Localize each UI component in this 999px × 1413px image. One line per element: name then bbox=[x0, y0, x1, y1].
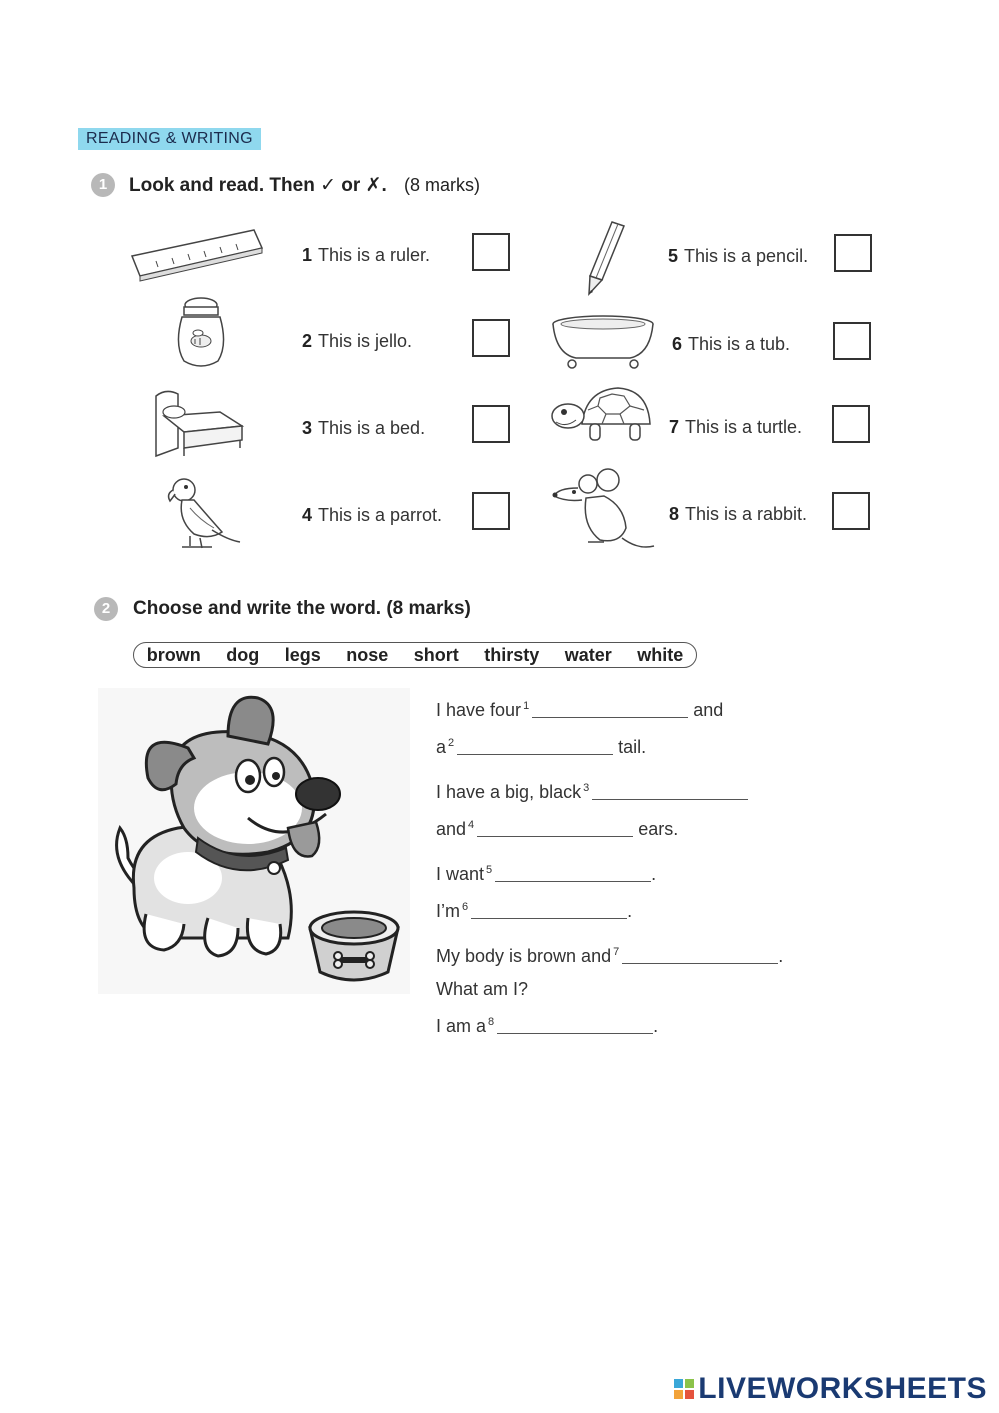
gap-2-input[interactable] bbox=[457, 736, 613, 755]
item-4-sentence bbox=[302, 505, 442, 526]
item-4-number: 4 bbox=[302, 505, 313, 525]
item-6-sentence bbox=[672, 334, 790, 355]
line-4 bbox=[436, 809, 783, 846]
word-bank bbox=[133, 642, 697, 668]
line-1-text: I have four bbox=[436, 700, 522, 720]
line-9-text: I am a bbox=[436, 1016, 487, 1036]
item-2-sentence bbox=[302, 331, 412, 352]
item-5-answer-box[interactable] bbox=[834, 234, 872, 272]
exercise-1-heading bbox=[129, 174, 480, 197]
gap-fill-text bbox=[436, 690, 783, 1043]
line-2-end: tail. bbox=[618, 737, 647, 757]
item-3-number: 3 bbox=[302, 418, 313, 438]
bed-icon bbox=[150, 386, 245, 460]
line-7 bbox=[436, 936, 783, 973]
line-3 bbox=[436, 772, 783, 809]
word-bank-item: brown bbox=[146, 644, 201, 665]
ruler-icon bbox=[128, 226, 266, 284]
logo-mark-icon bbox=[674, 1379, 694, 1399]
gap-7-number: 7 bbox=[613, 946, 620, 958]
item-1-sentence bbox=[302, 245, 430, 266]
mouse-icon bbox=[548, 466, 658, 552]
line-6 bbox=[436, 891, 783, 928]
gap-5-input[interactable] bbox=[495, 863, 651, 882]
line-6-text: I’m bbox=[436, 901, 460, 921]
parrot-icon bbox=[160, 474, 242, 554]
item-4-text: This is a parrot. bbox=[318, 505, 443, 525]
item-1-number: 1 bbox=[302, 245, 313, 265]
line-4-text: and bbox=[436, 819, 467, 839]
line-7-text: My body is brown and bbox=[436, 946, 612, 966]
item-3-text: This is a bed. bbox=[318, 418, 426, 438]
section-banner: READING & WRITING bbox=[78, 128, 261, 150]
bathtub-icon bbox=[548, 312, 658, 372]
item-3-answer-box[interactable] bbox=[472, 405, 510, 443]
item-7-answer-box[interactable] bbox=[832, 405, 870, 443]
item-8-answer-box[interactable] bbox=[832, 492, 870, 530]
item-6-number: 6 bbox=[672, 334, 683, 354]
item-8-sentence bbox=[669, 504, 807, 525]
pencil-icon bbox=[582, 218, 628, 298]
item-7-number: 7 bbox=[669, 417, 680, 437]
gap-3-number: 3 bbox=[583, 782, 590, 794]
exercise-1-marks: (8 marks) bbox=[404, 175, 481, 195]
gap-6-input[interactable] bbox=[471, 900, 627, 919]
gap-5-number: 5 bbox=[486, 864, 493, 876]
item-8-number: 8 bbox=[669, 504, 680, 524]
item-5-number: 5 bbox=[668, 246, 679, 266]
word-bank-item: dog bbox=[226, 644, 260, 665]
line-3-text: I have a big, black bbox=[436, 782, 582, 802]
item-8-text: This is a rabbit. bbox=[685, 504, 808, 524]
line-1 bbox=[436, 690, 783, 727]
line-5-text: I want bbox=[436, 864, 485, 884]
gap-2-number: 2 bbox=[448, 737, 455, 749]
exercise-1-badge: 1 bbox=[91, 173, 115, 197]
gap-4-number: 4 bbox=[468, 819, 475, 831]
item-1-text: This is a ruler. bbox=[318, 245, 431, 265]
turtle-icon bbox=[550, 384, 654, 448]
word-bank-item: water bbox=[564, 644, 612, 665]
line-4-end: ears. bbox=[638, 819, 679, 839]
word-bank-item: short bbox=[413, 644, 459, 665]
line-1-end: and bbox=[693, 700, 724, 720]
line-2-text: a bbox=[436, 737, 447, 757]
line-9-end: . bbox=[653, 1016, 659, 1036]
exercise-2-instruction: Choose and write the word. (8 marks) bbox=[133, 598, 471, 619]
gap-6-number: 6 bbox=[462, 901, 469, 913]
line-5 bbox=[436, 854, 783, 891]
item-1-answer-box[interactable] bbox=[472, 233, 510, 271]
word-bank-item: thirsty bbox=[484, 644, 540, 665]
item-5-text: This is a pencil. bbox=[684, 246, 809, 266]
item-2-answer-box[interactable] bbox=[472, 319, 510, 357]
line-9 bbox=[436, 1006, 783, 1043]
line-7-end: . bbox=[778, 946, 784, 966]
item-2-number: 2 bbox=[302, 331, 313, 351]
item-5-sentence bbox=[668, 246, 808, 267]
gap-4-input[interactable] bbox=[477, 818, 633, 837]
logo-text: LIVEWORKSHEETS bbox=[698, 1372, 987, 1405]
gap-8-input[interactable] bbox=[497, 1015, 653, 1034]
item-3-sentence bbox=[302, 418, 425, 439]
item-7-text: This is a turtle. bbox=[685, 417, 803, 437]
line-2 bbox=[436, 727, 783, 764]
item-6-answer-box[interactable] bbox=[833, 322, 871, 360]
line-8 bbox=[436, 973, 783, 1006]
gap-3-input[interactable] bbox=[592, 781, 748, 800]
gap-1-number: 1 bbox=[523, 700, 530, 712]
line-5-end: . bbox=[651, 864, 657, 884]
word-bank-item: nose bbox=[346, 644, 389, 665]
exercise-1-instruction: Look and read. Then ✓ or ✗. bbox=[129, 175, 387, 196]
word-bank-item: white bbox=[637, 644, 684, 665]
line-6-end: . bbox=[627, 901, 633, 921]
item-7-sentence bbox=[669, 417, 802, 438]
item-2-text: This is jello. bbox=[318, 331, 413, 351]
line-8-text: What am I? bbox=[436, 979, 529, 999]
honey-jar-icon bbox=[170, 295, 232, 371]
dog-with-bowl-illustration bbox=[98, 688, 410, 994]
gap-7-input[interactable] bbox=[622, 945, 778, 964]
word-bank-item: legs bbox=[284, 644, 321, 665]
item-4-answer-box[interactable] bbox=[472, 492, 510, 530]
item-6-text: This is a tub. bbox=[688, 334, 791, 354]
exercise-2-badge: 2 bbox=[94, 597, 118, 621]
gap-8-number: 8 bbox=[488, 1016, 495, 1028]
liveworksheets-logo bbox=[674, 1372, 987, 1406]
gap-1-input[interactable] bbox=[532, 699, 688, 718]
